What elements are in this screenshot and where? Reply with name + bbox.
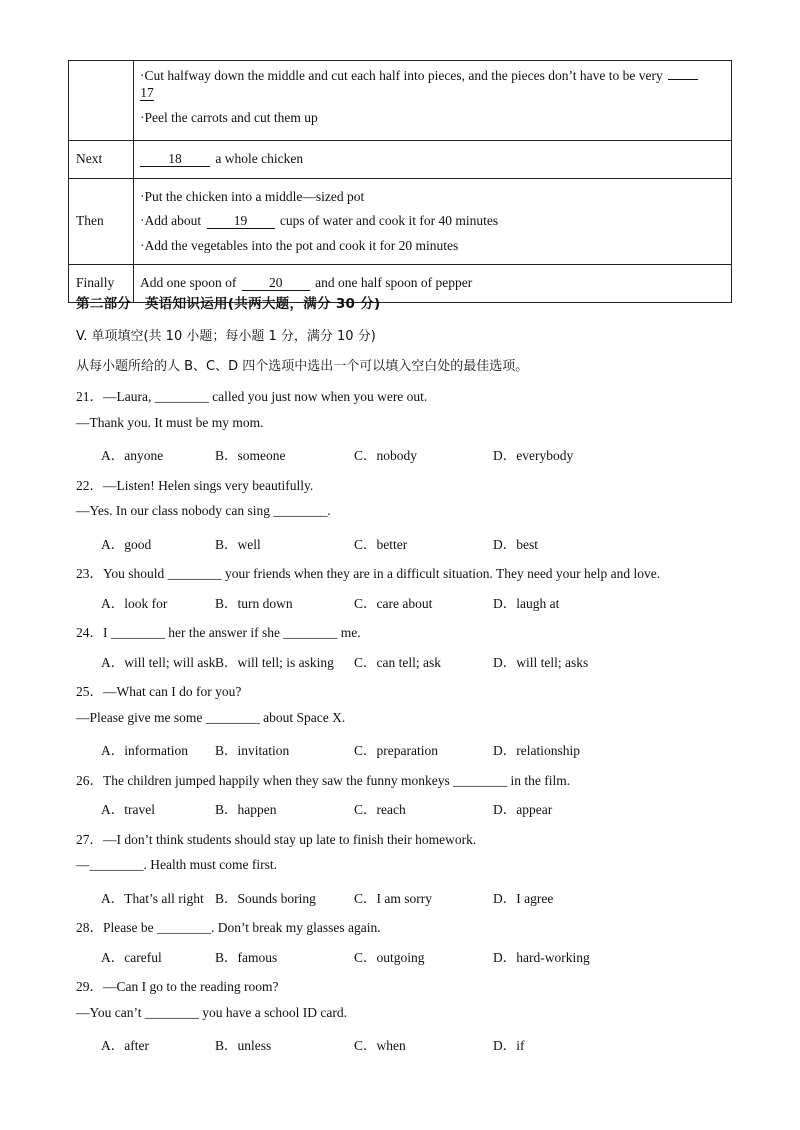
answer-blank-18: 18 [140,151,210,167]
line-text: ·Cut halfway down the middle and cut each half into pieces, and the pieces don’t have to be very [140,68,667,83]
content-line [140,84,731,101]
question-stem: 27．—I don’t think students should stay up late to finish their homework. [76,831,477,847]
answer-blank [668,79,698,80]
answer-blank-19: 19 [207,213,275,229]
question-line: —You can’t ________ you have a school ID card. [76,1004,347,1020]
line-text: a whole chicken [212,151,304,166]
content-line: ·Add the vegetables into the pot and cook it for 20 minutes [140,237,459,253]
section-subtitle: V. 单项填空(共 10 小题；每小题 1 分，满分 10 分) [76,329,376,344]
options-row [101,1034,721,1054]
question-stem: 29．—Can I go to the reading room? [76,979,279,994]
row-content [134,178,732,265]
question-line: —________. Health must come first. [76,857,277,872]
option-d[interactable]: D．if [493,1038,525,1053]
option-a[interactable]: A．good [101,536,152,552]
option-c[interactable]: C．reach [354,802,406,817]
row-label: Then [69,178,134,265]
line-text: Add one spoon of [140,275,240,290]
option-b[interactable]: B．someone [215,448,286,463]
option-a[interactable]: A．anyone [101,448,164,463]
option-d[interactable]: D．I agree [493,890,554,906]
options-row [101,798,721,818]
option-c[interactable]: C．I am sorry [354,890,432,906]
option-a[interactable]: A．information [101,743,188,758]
line-text: cups of water and cook it for 40 minutes [276,213,499,228]
section-title: 第二部分 英语知识运用(共两大题，满分 30 分) [76,296,381,312]
option-d[interactable]: D．appear [493,802,553,817]
option-b[interactable]: B．invitation [215,743,290,758]
options-row [101,887,721,907]
option-d[interactable]: D．laugh at [493,595,560,611]
row-label [69,61,134,141]
table-row [69,61,732,141]
option-d[interactable]: D．hard-working [493,949,590,965]
option-b[interactable]: B．famous [215,949,278,965]
option-c[interactable]: C．better [354,536,408,552]
option-d[interactable]: D．relationship [493,743,580,758]
question-stem: 21．—Laura, ________ called you just now when you were out. [76,389,428,404]
question-stem: 24．I ________ her the answer if she ________ me. [76,625,361,640]
row-content [134,61,732,141]
content-line [140,67,731,84]
section-instruction: 从每小题所给的人 B、C、D 四个选项中选出一个可以填入空白处的最佳选项。 [76,359,529,374]
option-b[interactable]: B．turn down [215,595,293,611]
answer-blank-17: 17 [140,85,154,100]
question-stem: 28．Please be ________. Don’t break my glasses again. [76,920,381,935]
option-b[interactable]: B．unless [215,1038,272,1053]
row-label: Finally [69,265,134,303]
option-a[interactable]: A．look for [101,595,168,611]
option-a[interactable]: A．That’s all right [101,890,204,906]
options-row [101,592,721,612]
option-b[interactable]: B．happen [215,802,277,817]
option-d[interactable]: D．will tell; asks [493,654,589,670]
option-a[interactable]: A．after [101,1038,149,1053]
line-text: ·Add about [140,213,205,228]
option-b[interactable]: B．well [215,536,261,552]
options-row [101,444,721,464]
table-row [69,141,732,179]
content-line [140,147,731,172]
question-line: —Yes. In our class nobody can sing ________. [76,503,331,518]
question-stem: 23．You should ________ your friends when they are in a difficult situation. They need your help and love. [76,566,661,581]
option-d[interactable]: D．everybody [493,448,574,463]
content-line: ·Put the chicken into a middle—sized pot [140,188,365,204]
option-c[interactable]: C．can tell; ask [354,654,441,670]
option-c[interactable]: C．outgoing [354,949,425,965]
recipe-table [68,60,732,303]
question-stem: 22．—Listen! Helen sings very beautifully. [76,477,314,493]
option-b[interactable]: B．will tell; is asking [215,654,334,670]
option-a[interactable]: A．careful [101,949,162,965]
question-line: —Thank you. It must be my mom. [76,414,264,430]
option-b[interactable]: B．Sounds boring [215,890,316,906]
row-content [134,141,732,179]
question-stem: 26．The children jumped happily when they saw the funny monkeys ________ in the film. [76,772,571,788]
option-c[interactable]: C．when [354,1038,406,1053]
answer-blank-20: 20 [242,275,310,291]
question-line: —Please give me some ________ about Space X. [76,709,346,725]
line-text: and one half spoon of pepper [311,275,473,290]
option-c[interactable]: C．care about [354,595,433,611]
options-row [101,946,721,966]
content-line: ·Peel the carrots and cut them up [140,110,318,125]
question-stem: 25．—What can I do for you? [76,684,242,699]
options-row [101,651,721,671]
option-d[interactable]: D．best [493,536,538,552]
content-line [140,209,731,234]
option-a[interactable]: A．travel [101,802,155,817]
row-label: Next [69,141,134,179]
option-c[interactable]: C．nobody [354,448,418,463]
options-row [101,533,721,553]
option-a[interactable]: A．will tell; will ask [101,654,216,670]
option-c[interactable]: C．preparation [354,743,438,758]
options-row [101,739,721,759]
table-row [69,178,732,265]
